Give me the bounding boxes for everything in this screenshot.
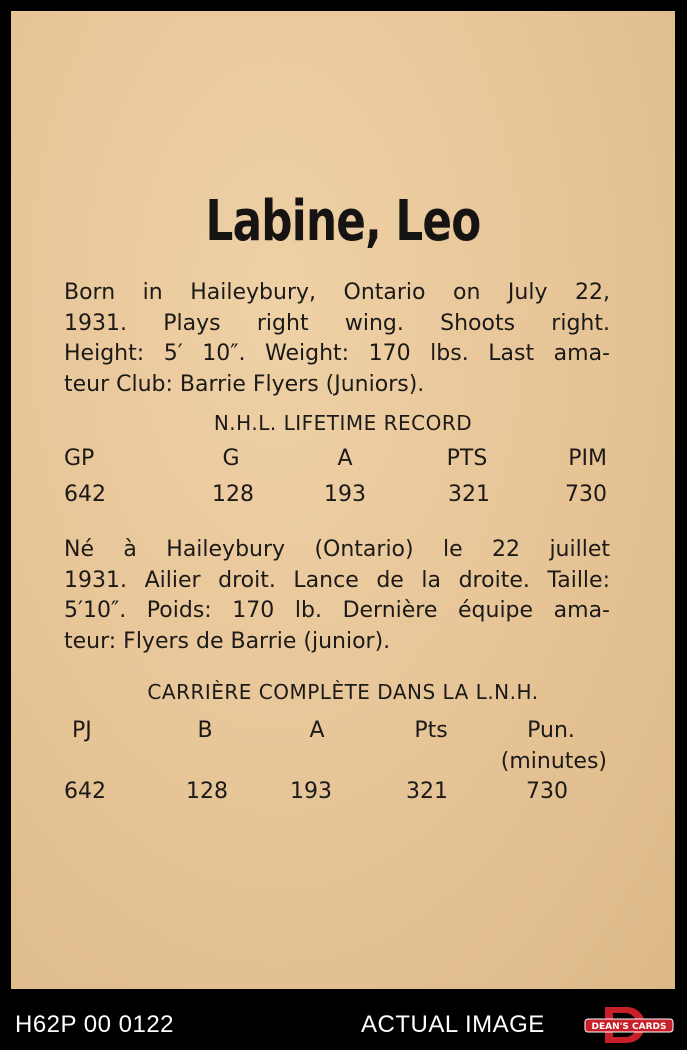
english-bio-line: 1931. Plays right wing. Shoots right. — [64, 310, 610, 336]
value-pts-fr: 321 — [406, 779, 448, 804]
header-b: B — [197, 718, 213, 743]
actual-image-label: ACTUAL IMAGE — [361, 1011, 545, 1038]
header-pun-note: (minutes) — [500, 749, 607, 774]
french-bio-line: Né à Haileybury (Ontario) le 22 juillet — [64, 537, 610, 562]
english-bio-line: Height: 5′ 10″. Weight: 170 lbs. Last ama- — [64, 341, 610, 366]
french-bio-line: 1931. Ailier droit. Lance de la droite. Taille: — [64, 567, 610, 593]
logo-text: DEAN'S CARDS — [591, 1022, 667, 1032]
english-bio-line: teur Club: Barrie Flyers (Juniors). — [64, 371, 425, 397]
header-g: G — [222, 446, 240, 471]
value-pts: 321 — [448, 482, 490, 507]
header-pim: PIM — [568, 446, 607, 471]
header-pun: Pun. — [527, 718, 575, 743]
header-a: A — [337, 446, 353, 471]
deans-cards-logo-icon — [583, 1005, 675, 1045]
english-bio — [64, 278, 610, 400]
card-id-label: H62P 00 0122 — [15, 1011, 175, 1038]
value-pim: 730 — [565, 482, 607, 507]
card-back — [11, 11, 675, 989]
value-gp: 642 — [64, 482, 106, 507]
french-record-heading: CARRIÈRE COMPLÈTE DANS LA L.N.H. — [147, 680, 539, 704]
english-record-heading: N.H.L. LIFETIME RECORD — [213, 411, 473, 435]
french-bio-line: 5′10″. Poids: 170 lb. Dernière équipe ama- — [64, 598, 610, 623]
value-b: 128 — [186, 779, 228, 804]
french-bio — [64, 535, 610, 657]
header-pj: PJ — [72, 718, 92, 743]
value-pj: 642 — [64, 779, 106, 804]
header-a-fr: A — [309, 718, 325, 743]
english-bio-line: Born in Haileybury, Ontario on July 22, — [64, 280, 610, 305]
value-a: 193 — [324, 482, 366, 507]
value-g: 128 — [212, 482, 254, 507]
french-bio-line: teur: Flyers de Barrie (junior). — [64, 628, 391, 654]
player-name: Labine, Leo — [205, 189, 481, 254]
header-pts: PTS — [446, 446, 488, 471]
header-pts-fr: Pts — [414, 718, 448, 743]
header-gp: GP — [64, 446, 95, 471]
value-pun: 730 — [526, 779, 568, 804]
value-a-fr: 193 — [290, 779, 332, 804]
